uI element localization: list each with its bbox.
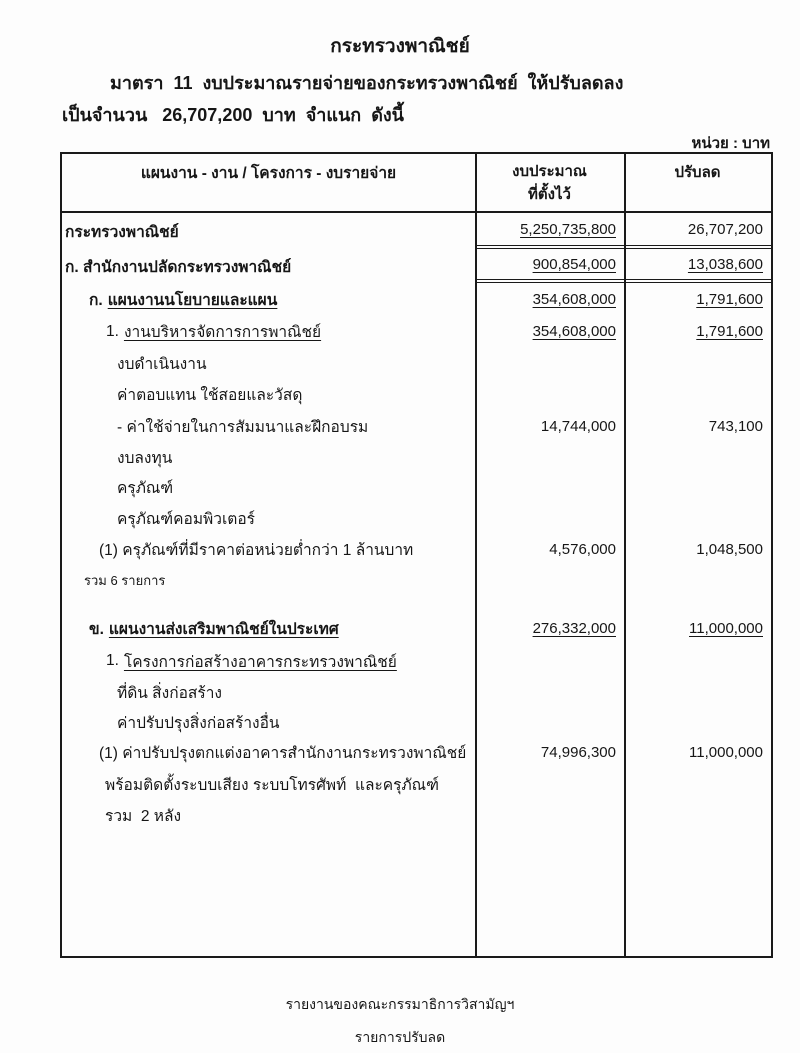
row-label [62, 283, 475, 315]
row-label-text: ค่าตอบแทน ใช้สอยและวัสดุ [117, 386, 303, 404]
row-label-text: งบดำเนินงาน [117, 355, 207, 373]
reduce-amount [624, 378, 771, 410]
row-label-text: พร้อมติดตั้งระบบเสียง ระบบโทรศัพท์ และครุภัณฑ์ [105, 776, 439, 794]
reduce-amount: 13,038,600 [624, 249, 771, 283]
row-label-text: กระทรวงพาณิชย์ [65, 223, 179, 241]
row-label [62, 472, 475, 503]
table-header-row [62, 154, 771, 213]
row-label-text: แผนงานนโยบายและแผน [107, 291, 278, 309]
table-row [62, 737, 771, 768]
row-label-text: รวม 2 หลัง [105, 807, 182, 825]
reduce-amount: 26,707,200 [624, 213, 771, 249]
row-label [62, 533, 475, 565]
budget-table [60, 152, 773, 958]
reduce-amount: 11,000,000 [689, 744, 763, 761]
row-label-text: ค่าปรับปรุงสิ่งก่อสร้างอื่น [117, 714, 280, 732]
reduce-amount [624, 503, 771, 533]
row-label [62, 442, 475, 472]
table-row [62, 348, 771, 378]
page-title: กระทรวงพาณิชย์ [330, 36, 470, 57]
row-label-text: (1) ค่าปรับปรุงตกแต่งอาคารสำนักงานกระทรวงพาณิชย์ [99, 745, 467, 762]
budget-amount [475, 677, 624, 707]
row-label [62, 677, 475, 707]
budget-amount [475, 472, 624, 503]
table-row [62, 283, 771, 315]
reduce-amount [624, 768, 771, 800]
row-label-prefix: 1. [106, 652, 119, 669]
column-header-budget-line1: งบประมาณ [512, 163, 587, 180]
table-row [62, 442, 771, 472]
reduce-amount: 743,100 [708, 417, 763, 435]
reduce-amount [624, 442, 771, 472]
reduce-amount: 1,791,600 [696, 323, 763, 340]
row-label [62, 800, 475, 830]
row-label-text: งบลงทุน [117, 449, 173, 467]
reduce-amount [624, 348, 771, 378]
reduce-amount [624, 707, 771, 737]
table-row [62, 503, 771, 533]
table-row [62, 677, 771, 707]
table-row [62, 707, 771, 737]
row-label-text: ก. สำนักงานปลัดกระทรวงพาณิชย์ [65, 258, 292, 276]
row-label-text: (1) ครุภัณฑ์ที่มีราคาต่อหน่วยต่ำกว่า 1 ล้านบาท [99, 541, 414, 559]
reduce-amount [624, 472, 771, 503]
row-label [62, 565, 475, 595]
budget-amount: 276,332,000 [532, 620, 616, 637]
row-label-text: ครุภัณฑ์คอมพิวเตอร์ [117, 510, 255, 528]
row-label [62, 410, 475, 442]
budget-amount [475, 707, 624, 737]
row-label [62, 378, 475, 410]
table-row [62, 800, 771, 830]
table-row [62, 472, 771, 503]
reduce-amount: 1,048,500 [696, 540, 763, 558]
row-label-text: โครงการก่อสร้างอาคารกระทรวงพาณิชย์ [123, 653, 397, 671]
budget-amount: 900,854,000 [475, 249, 624, 283]
footer-line-2: รายการปรับลด [354, 1029, 446, 1045]
budget-amount: 14,744,000 [540, 417, 616, 435]
table-row [62, 768, 771, 800]
budget-amount [475, 348, 624, 378]
column-header-budget [475, 160, 624, 211]
reduce-amount [624, 800, 771, 830]
row-label-prefix: 1. [106, 322, 119, 340]
table-row [62, 378, 771, 410]
row-label-text: ที่ดิน สิ่งก่อสร้าง [117, 684, 222, 702]
reduce-amount [624, 645, 771, 677]
row-label-prefix: ข. [89, 621, 104, 638]
reduce-amount: 11,000,000 [689, 620, 763, 637]
table-spacer-row [62, 595, 771, 612]
row-label [62, 503, 475, 533]
budget-amount: 5,250,735,800 [475, 213, 624, 249]
row-label [62, 645, 475, 677]
row-label-text: - ค่าใช้จ่ายในการสัมมนาและฝึกอบรม [117, 418, 369, 436]
table-row [62, 249, 771, 283]
row-label-text: งานบริหารจัดการการพาณิชย์ [123, 324, 322, 341]
table-row [62, 315, 771, 348]
row-label-text: รวม 6 รายการ [84, 572, 166, 588]
table-row [62, 645, 771, 677]
row-label [62, 612, 475, 645]
table-row [62, 612, 771, 645]
footer-line-1: รายงานของคณะกรรมาธิการวิสามัญฯ [285, 996, 515, 1012]
budget-amount [475, 768, 624, 800]
budget-amount [475, 565, 624, 595]
row-label [62, 707, 475, 737]
reduce-amount: 1,791,600 [696, 290, 763, 308]
table-body [62, 213, 771, 830]
budget-amount [475, 800, 624, 830]
column-header-reduce: ปรับลด [674, 164, 721, 181]
reduce-amount [624, 565, 771, 595]
budget-amount: 74,996,300 [540, 744, 616, 761]
row-label [62, 348, 475, 378]
row-label [62, 737, 475, 768]
row-label [62, 768, 475, 800]
row-label [62, 213, 475, 249]
budget-amount [475, 378, 624, 410]
budget-amount [475, 645, 624, 677]
row-label [62, 315, 475, 348]
unit-label: หน่วย : บาท [691, 135, 770, 152]
column-header-program: แผนงาน - งาน / โครงการ - งบรายจ่าย [140, 165, 397, 182]
table-row [62, 565, 771, 595]
table-row [62, 533, 771, 565]
reduce-amount [624, 677, 771, 707]
table-row [62, 213, 771, 249]
budget-amount: 354,608,000 [532, 323, 616, 340]
row-label [62, 249, 475, 283]
budget-amount [475, 442, 624, 472]
column-header-budget-line2: ที่ตั้งไว้ [528, 186, 571, 203]
row-label-text: แผนงานส่งเสริมพาณิชย์ในประเทศ [108, 621, 339, 638]
section-line: มาตรา 11 งบประมาณรายจ่ายของกระทรวงพาณิชย์ ให้ปรับลดลง [110, 73, 624, 93]
amount-line: เป็นจำนวน 26,707,200 บาท จำแนก ดังนี้ [62, 105, 404, 125]
budget-amount: 4,576,000 [549, 540, 616, 558]
budget-amount [475, 503, 624, 533]
row-label-text: ครุภัณฑ์ [117, 480, 174, 497]
row-label-prefix: ก. [89, 291, 103, 309]
table-row [62, 410, 771, 442]
budget-amount: 354,608,000 [532, 290, 616, 308]
